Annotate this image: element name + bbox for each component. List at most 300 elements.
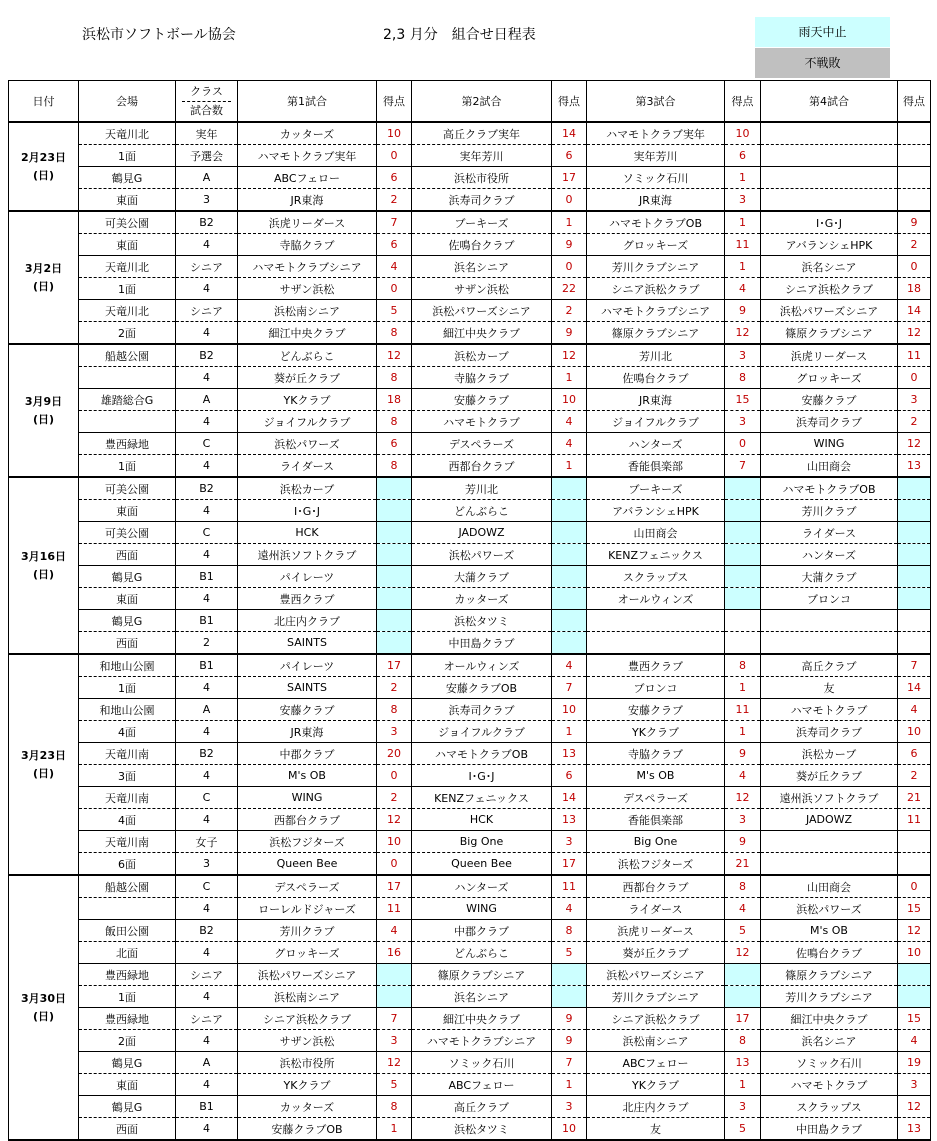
score-cell: 8 bbox=[725, 367, 761, 389]
header-date: 日付 bbox=[9, 81, 79, 123]
team-cell: M's OB bbox=[587, 765, 725, 787]
header-match-2: 第2試合 bbox=[412, 81, 552, 123]
score-cell: 12 bbox=[377, 344, 412, 367]
team-cell: ブロンコ bbox=[587, 677, 725, 699]
score-cell: 8 bbox=[725, 654, 761, 677]
score-cell: 13 bbox=[552, 809, 587, 831]
venue-cell: 1面 bbox=[79, 986, 176, 1008]
score-cell: 4 bbox=[552, 654, 587, 677]
score-cell bbox=[898, 632, 931, 655]
class-cell: 4 bbox=[176, 278, 238, 300]
score-cell bbox=[377, 964, 412, 986]
team-cell: 浜虎リーダース bbox=[761, 344, 898, 367]
team-cell: JR東海 bbox=[238, 721, 377, 743]
class-cell: 4 bbox=[176, 455, 238, 478]
score-cell: 8 bbox=[377, 411, 412, 433]
score-cell: 3 bbox=[552, 1096, 587, 1118]
venue-cell: 鶴見G bbox=[79, 1096, 176, 1118]
venue-cell: 東面 bbox=[79, 588, 176, 610]
score-cell bbox=[377, 477, 412, 500]
score-cell: 4 bbox=[377, 920, 412, 942]
team-cell: 山田商会 bbox=[761, 455, 898, 478]
score-cell: 12 bbox=[725, 942, 761, 964]
team-cell: 浜松南シニア bbox=[238, 986, 377, 1008]
score-cell: 0 bbox=[552, 256, 587, 278]
score-cell bbox=[898, 167, 931, 189]
team-cell: 浜寿司クラブ bbox=[412, 189, 552, 212]
score-cell bbox=[725, 500, 761, 522]
header-match-3: 第3試合 bbox=[587, 81, 725, 123]
score-cell: 9 bbox=[725, 831, 761, 853]
score-cell: 10 bbox=[377, 831, 412, 853]
score-cell bbox=[377, 986, 412, 1008]
score-cell: 12 bbox=[898, 920, 931, 942]
venue-cell bbox=[79, 898, 176, 920]
score-cell: 14 bbox=[552, 122, 587, 145]
score-cell: 9 bbox=[552, 322, 587, 345]
score-cell: 1 bbox=[725, 677, 761, 699]
class-cell: 4 bbox=[176, 721, 238, 743]
score-cell: 9 bbox=[725, 743, 761, 765]
header-match-1: 第1試合 bbox=[238, 81, 377, 123]
schedule-row bbox=[9, 522, 931, 544]
class-cell: B2 bbox=[176, 743, 238, 765]
team-cell: 香能倶楽部 bbox=[587, 809, 725, 831]
score-cell: 3 bbox=[725, 1096, 761, 1118]
team-cell: デスペラーズ bbox=[412, 433, 552, 455]
team-cell: I･G･J bbox=[412, 765, 552, 787]
team-cell: 遠州浜ソフトクラブ bbox=[761, 787, 898, 809]
venue-cell: 船越公園 bbox=[79, 875, 176, 898]
venue-cell: 可美公園 bbox=[79, 477, 176, 500]
team-cell: ハンターズ bbox=[412, 875, 552, 898]
score-cell bbox=[377, 500, 412, 522]
team-cell: ライダース bbox=[761, 522, 898, 544]
class-cell: B2 bbox=[176, 477, 238, 500]
schedule-row bbox=[9, 433, 931, 455]
schedule-row bbox=[9, 256, 931, 278]
score-cell: 5 bbox=[377, 300, 412, 322]
team-cell: 浜寿司クラブ bbox=[412, 699, 552, 721]
venue-cell: 1面 bbox=[79, 677, 176, 699]
class-cell: 4 bbox=[176, 1074, 238, 1096]
schedule-row bbox=[9, 743, 931, 765]
class-cell: 2 bbox=[176, 632, 238, 655]
venue-cell bbox=[79, 411, 176, 433]
score-cell: 8 bbox=[552, 920, 587, 942]
venue-cell: 天竜川北 bbox=[79, 256, 176, 278]
team-cell: 安藤クラブOB bbox=[412, 677, 552, 699]
team-cell: アバランシェHPK bbox=[761, 234, 898, 256]
header-match-4: 第4試合 bbox=[761, 81, 898, 123]
score-cell: 6 bbox=[377, 167, 412, 189]
team-cell: どんぶらこ bbox=[412, 500, 552, 522]
score-cell: 12 bbox=[898, 1096, 931, 1118]
team-cell: 浜松カーブ bbox=[761, 743, 898, 765]
team-cell: シニア浜松クラブ bbox=[587, 278, 725, 300]
score-cell: 19 bbox=[898, 1052, 931, 1074]
score-cell: 11 bbox=[552, 875, 587, 898]
class-cell: 実年 bbox=[176, 122, 238, 145]
score-cell bbox=[552, 566, 587, 588]
team-cell: 佐鳴台クラブ bbox=[761, 942, 898, 964]
score-cell: 16 bbox=[377, 942, 412, 964]
team-cell: 安藤クラブ bbox=[412, 389, 552, 411]
score-cell: 17 bbox=[552, 167, 587, 189]
class-cell: B2 bbox=[176, 211, 238, 234]
score-cell: 3 bbox=[898, 389, 931, 411]
score-cell: 1 bbox=[552, 721, 587, 743]
score-cell: 7 bbox=[377, 211, 412, 234]
team-cell: デスペラーズ bbox=[238, 875, 377, 898]
schedule-row bbox=[9, 211, 931, 234]
score-cell: 21 bbox=[725, 853, 761, 876]
schedule-row bbox=[9, 344, 931, 367]
class-cell: 4 bbox=[176, 809, 238, 831]
score-cell: 12 bbox=[377, 809, 412, 831]
team-cell: ABCフェロー bbox=[587, 1052, 725, 1074]
team-cell bbox=[761, 831, 898, 853]
score-cell: 5 bbox=[552, 942, 587, 964]
venue-cell: 雄踏総合G bbox=[79, 389, 176, 411]
team-cell: 高丘クラブ実年 bbox=[412, 122, 552, 145]
score-cell: 1 bbox=[552, 367, 587, 389]
schedule-row bbox=[9, 1074, 931, 1096]
score-cell: 9 bbox=[725, 300, 761, 322]
class-cell: C bbox=[176, 875, 238, 898]
team-cell: 友 bbox=[587, 1118, 725, 1141]
class-cell: B1 bbox=[176, 1096, 238, 1118]
team-cell: カッターズ bbox=[238, 122, 377, 145]
class-cell: 3 bbox=[176, 853, 238, 876]
class-cell: 4 bbox=[176, 765, 238, 787]
team-cell: カッターズ bbox=[238, 1096, 377, 1118]
team-cell: 豊西クラブ bbox=[238, 588, 377, 610]
team-cell: 安藤クラブ bbox=[238, 699, 377, 721]
score-cell: 17 bbox=[725, 1008, 761, 1030]
team-cell: ハマモトクラブシニア bbox=[587, 300, 725, 322]
score-cell: 20 bbox=[377, 743, 412, 765]
score-cell: 2 bbox=[898, 411, 931, 433]
score-cell: 14 bbox=[898, 677, 931, 699]
team-cell: M's OB bbox=[761, 920, 898, 942]
class-cell: B1 bbox=[176, 566, 238, 588]
score-cell bbox=[898, 122, 931, 145]
schedule-row bbox=[9, 389, 931, 411]
header-row bbox=[9, 81, 931, 123]
team-cell: 浜松タツミ bbox=[412, 1118, 552, 1141]
team-cell: 浜松市役所 bbox=[238, 1052, 377, 1074]
venue-cell: 2面 bbox=[79, 1030, 176, 1052]
class-cell: A bbox=[176, 1052, 238, 1074]
score-cell: 9 bbox=[552, 1030, 587, 1052]
score-cell: 7 bbox=[552, 1052, 587, 1074]
score-cell bbox=[552, 632, 587, 655]
team-cell: 浜虎リーダース bbox=[587, 920, 725, 942]
team-cell: JR東海 bbox=[238, 189, 377, 212]
team-cell: オールウィンズ bbox=[412, 654, 552, 677]
score-cell: 11 bbox=[725, 234, 761, 256]
class-cell: シニア bbox=[176, 964, 238, 986]
score-cell bbox=[898, 853, 931, 876]
score-cell bbox=[552, 477, 587, 500]
team-cell: I･G･J bbox=[761, 211, 898, 234]
team-cell: 実年芳川 bbox=[412, 145, 552, 167]
score-cell: 15 bbox=[898, 1008, 931, 1030]
schedule-row bbox=[9, 1030, 931, 1052]
team-cell: 芳川クラブシニア bbox=[761, 986, 898, 1008]
score-cell: 3 bbox=[552, 831, 587, 853]
team-cell: グロッキーズ bbox=[587, 234, 725, 256]
team-cell: 浜松パワーズシニア bbox=[238, 964, 377, 986]
team-cell: ブーキーズ bbox=[412, 211, 552, 234]
score-cell: 2 bbox=[377, 189, 412, 212]
team-cell: JR東海 bbox=[587, 389, 725, 411]
class-cell: B1 bbox=[176, 654, 238, 677]
team-cell: 実年芳川 bbox=[587, 145, 725, 167]
team-cell: 細江中央クラブ bbox=[238, 322, 377, 345]
score-cell: 14 bbox=[552, 787, 587, 809]
score-cell bbox=[725, 544, 761, 566]
team-cell: パイレーツ bbox=[238, 566, 377, 588]
team-cell: 浜名シニア bbox=[761, 1030, 898, 1052]
score-cell: 6 bbox=[552, 765, 587, 787]
schedule-row bbox=[9, 1008, 931, 1030]
team-cell: 浜松パワーズシニア bbox=[587, 964, 725, 986]
team-cell: 豊西クラブ bbox=[587, 654, 725, 677]
score-cell: 8 bbox=[377, 322, 412, 345]
team-cell: YKクラブ bbox=[238, 1074, 377, 1096]
team-cell: ブロンコ bbox=[761, 588, 898, 610]
score-cell: 12 bbox=[898, 433, 931, 455]
score-cell: 15 bbox=[898, 898, 931, 920]
team-cell: 葵が丘クラブ bbox=[761, 765, 898, 787]
schedule-row bbox=[9, 721, 931, 743]
header-venue: 会場 bbox=[79, 81, 176, 123]
date-cell: 2月23日 (日) bbox=[9, 122, 79, 211]
team-cell: 寺脇クラブ bbox=[587, 743, 725, 765]
score-cell bbox=[898, 189, 931, 212]
team-cell: 葵が丘クラブ bbox=[238, 367, 377, 389]
score-cell: 1 bbox=[725, 721, 761, 743]
legend-forfeit: 不戦敗 bbox=[755, 48, 890, 78]
class-cell: シニア bbox=[176, 256, 238, 278]
team-cell: サザン浜松 bbox=[412, 278, 552, 300]
schedule-row bbox=[9, 699, 931, 721]
score-cell: 7 bbox=[552, 677, 587, 699]
venue-cell: 1面 bbox=[79, 455, 176, 478]
team-cell: 浜名シニア bbox=[412, 256, 552, 278]
score-cell: 8 bbox=[377, 367, 412, 389]
venue-cell: 東面 bbox=[79, 1074, 176, 1096]
team-cell: ジョイフルクラブ bbox=[587, 411, 725, 433]
venue-cell: 鶴見G bbox=[79, 1052, 176, 1074]
team-cell: 西都台クラブ bbox=[587, 875, 725, 898]
score-cell bbox=[552, 522, 587, 544]
venue-cell: 1面 bbox=[79, 145, 176, 167]
score-cell: 4 bbox=[898, 1030, 931, 1052]
score-cell: 10 bbox=[552, 699, 587, 721]
score-cell bbox=[552, 964, 587, 986]
header-class-top: クラス bbox=[182, 83, 231, 102]
score-cell bbox=[898, 477, 931, 500]
score-cell bbox=[898, 610, 931, 632]
class-cell: 4 bbox=[176, 1030, 238, 1052]
schedule-row bbox=[9, 1052, 931, 1074]
venue-cell: 鶴見G bbox=[79, 610, 176, 632]
venue-cell: 西面 bbox=[79, 544, 176, 566]
score-cell: 0 bbox=[377, 145, 412, 167]
team-cell: デスペラーズ bbox=[587, 787, 725, 809]
score-cell: 2 bbox=[377, 787, 412, 809]
team-cell: 細江中央クラブ bbox=[761, 1008, 898, 1030]
score-cell: 2 bbox=[898, 765, 931, 787]
venue-cell: 鶴見G bbox=[79, 566, 176, 588]
score-cell: 2 bbox=[898, 234, 931, 256]
team-cell: 浜松南シニア bbox=[587, 1030, 725, 1052]
score-cell: 13 bbox=[552, 743, 587, 765]
score-cell: 3 bbox=[725, 411, 761, 433]
venue-cell: 東面 bbox=[79, 189, 176, 212]
team-cell: Big One bbox=[587, 831, 725, 853]
team-cell: 浜松パワーズ bbox=[238, 433, 377, 455]
class-cell: 4 bbox=[176, 234, 238, 256]
score-cell: 12 bbox=[725, 322, 761, 345]
team-cell: 浜松パワーズシニア bbox=[761, 300, 898, 322]
team-cell: ハマモトクラブ実年 bbox=[587, 122, 725, 145]
venue-cell: 船越公園 bbox=[79, 344, 176, 367]
team-cell: 山田商会 bbox=[761, 875, 898, 898]
team-cell: I･G･J bbox=[238, 500, 377, 522]
score-cell: 4 bbox=[552, 411, 587, 433]
class-cell: B1 bbox=[176, 610, 238, 632]
team-cell: 安藤クラブ bbox=[587, 699, 725, 721]
schedule-row bbox=[9, 875, 931, 898]
venue-cell: 4面 bbox=[79, 809, 176, 831]
class-cell: C bbox=[176, 787, 238, 809]
score-cell: 15 bbox=[725, 389, 761, 411]
team-cell: 大蒲クラブ bbox=[412, 566, 552, 588]
team-cell bbox=[587, 632, 725, 655]
team-cell: 浜松市役所 bbox=[412, 167, 552, 189]
team-cell: 浜松タツミ bbox=[412, 610, 552, 632]
score-cell: 11 bbox=[377, 898, 412, 920]
schedule-row bbox=[9, 411, 931, 433]
venue-cell: 鶴見G bbox=[79, 167, 176, 189]
team-cell: 高丘クラブ bbox=[412, 1096, 552, 1118]
association-title: 浜松市ソフトボール協会 bbox=[82, 27, 236, 43]
venue-cell: 豊西緑地 bbox=[79, 1008, 176, 1030]
team-cell bbox=[761, 122, 898, 145]
schedule-row bbox=[9, 455, 931, 478]
schedule-row bbox=[9, 654, 931, 677]
score-cell: 5 bbox=[725, 1118, 761, 1141]
team-cell: 細江中央クラブ bbox=[412, 322, 552, 345]
team-cell: 北庄内クラブ bbox=[587, 1096, 725, 1118]
score-cell: 1 bbox=[552, 1074, 587, 1096]
score-cell: 10 bbox=[725, 122, 761, 145]
venue-cell: 飯田公園 bbox=[79, 920, 176, 942]
class-cell: 4 bbox=[176, 677, 238, 699]
class-cell: B2 bbox=[176, 344, 238, 367]
venue-cell: 6面 bbox=[79, 853, 176, 876]
schedule-row bbox=[9, 632, 931, 655]
team-cell: YKクラブ bbox=[587, 1074, 725, 1096]
date-cell: 3月9日 (日) bbox=[9, 344, 79, 477]
venue-cell: 東面 bbox=[79, 234, 176, 256]
schedule-table bbox=[8, 80, 931, 1141]
team-cell: 西都台クラブ bbox=[238, 809, 377, 831]
team-cell: ジョイフルクラブ bbox=[238, 411, 377, 433]
score-cell: 11 bbox=[898, 344, 931, 367]
score-cell: 8 bbox=[377, 699, 412, 721]
class-cell: 4 bbox=[176, 544, 238, 566]
team-cell: YKクラブ bbox=[238, 389, 377, 411]
venue-cell: 東面 bbox=[79, 500, 176, 522]
score-cell: 9 bbox=[552, 1008, 587, 1030]
header-class bbox=[176, 81, 238, 123]
score-cell bbox=[552, 588, 587, 610]
team-cell: シニア浜松クラブ bbox=[761, 278, 898, 300]
venue-cell bbox=[79, 367, 176, 389]
team-cell: ハマモトクラブ bbox=[412, 411, 552, 433]
class-cell: 4 bbox=[176, 588, 238, 610]
team-cell: ハマモトクラブシニア bbox=[412, 1030, 552, 1052]
schedule-row bbox=[9, 831, 931, 853]
team-cell: グロッキーズ bbox=[238, 942, 377, 964]
schedule-row bbox=[9, 145, 931, 167]
score-cell: 0 bbox=[898, 875, 931, 898]
team-cell: ハマモトクラブOB bbox=[412, 743, 552, 765]
team-cell: 高丘クラブ bbox=[761, 654, 898, 677]
score-cell: 3 bbox=[898, 1074, 931, 1096]
score-cell: 3 bbox=[725, 189, 761, 212]
team-cell: ローレルドジャーズ bbox=[238, 898, 377, 920]
class-cell: 4 bbox=[176, 1118, 238, 1141]
team-cell bbox=[761, 853, 898, 876]
score-cell: 0 bbox=[898, 256, 931, 278]
team-cell bbox=[761, 167, 898, 189]
team-cell: WING bbox=[412, 898, 552, 920]
score-cell: 13 bbox=[898, 1118, 931, 1141]
score-cell bbox=[377, 544, 412, 566]
score-cell: 18 bbox=[377, 389, 412, 411]
class-cell: 4 bbox=[176, 322, 238, 345]
class-cell: 女子 bbox=[176, 831, 238, 853]
schedule-row bbox=[9, 898, 931, 920]
score-cell: 3 bbox=[725, 344, 761, 367]
team-cell: 芳川クラブシニア bbox=[587, 986, 725, 1008]
team-cell: ハマモトクラブ bbox=[761, 699, 898, 721]
score-cell bbox=[377, 522, 412, 544]
score-cell bbox=[898, 588, 931, 610]
team-cell: 篠原クラブシニア bbox=[412, 964, 552, 986]
team-cell: 篠原クラブシニア bbox=[587, 322, 725, 345]
score-cell bbox=[898, 831, 931, 853]
team-cell: KENZフェニックス bbox=[587, 544, 725, 566]
team-cell bbox=[761, 145, 898, 167]
score-cell: 10 bbox=[898, 942, 931, 964]
venue-cell: 豊西緑地 bbox=[79, 964, 176, 986]
team-cell: 浜名シニア bbox=[761, 256, 898, 278]
team-cell: ハマモトクラブ bbox=[761, 1074, 898, 1096]
venue-cell: 天竜川北 bbox=[79, 300, 176, 322]
venue-cell: 西面 bbox=[79, 1118, 176, 1141]
team-cell: 安藤クラブOB bbox=[238, 1118, 377, 1141]
team-cell: 友 bbox=[761, 677, 898, 699]
score-cell: 4 bbox=[725, 765, 761, 787]
team-cell: 遠州浜ソフトクラブ bbox=[238, 544, 377, 566]
